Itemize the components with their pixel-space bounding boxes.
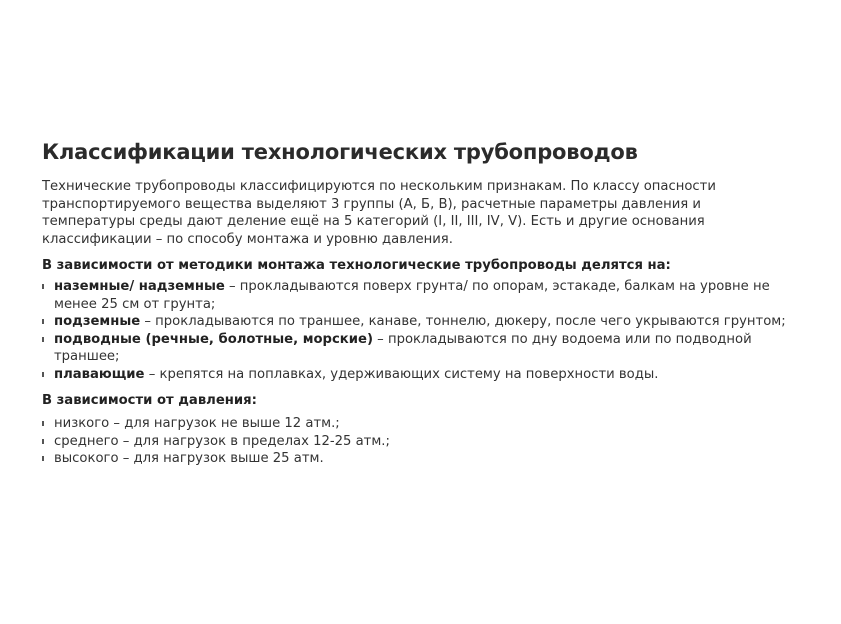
list-item-desc: – прокладываются по дну водоема или по подводной траншее; <box>54 331 752 365</box>
article-title: Классификации технологических трубопроводов <box>42 140 638 164</box>
list-item-desc: – прокладываются поверх грунта/ по опорам, эстакаде, балкам на уровне не менее 25 см от грунта; <box>54 279 770 312</box>
list-item-desc: – прокладываются по траншее, канаве, тоннелю, дюкеру, после чего укрываются грунтом; <box>140 314 786 330</box>
list-item <box>42 278 802 313</box>
list-item <box>42 366 802 384</box>
list-item <box>42 313 802 331</box>
list-item: высокого – для нагрузок выше 25 атм. <box>42 450 802 468</box>
mounting-list <box>42 278 802 383</box>
list-item-desc: – крепятся на поплавках, удерживающих систему на поверхности воды. <box>144 366 659 382</box>
list-item: среднего – для нагрузок в пределах 12-25 атм.; <box>42 433 802 451</box>
pressure-heading: В зависимости от давления: <box>42 393 257 409</box>
mounting-heading: В зависимости от методики монтажа технологические трубопроводы делятся на: <box>42 258 671 274</box>
intro-paragraph: Технические трубопроводы классифицируются по нескольким признакам. По классу опасности транспортируемого вещества выделяют 3 группы (А, Б, В), расчетные параметры давления и температуры среды дают деление ещё на 5 категорий (I, II, III, IV, V). Есть и другие основания классификации – по способу монтажа и уровню давления. <box>42 179 716 247</box>
list-item-term: плавающие <box>54 366 145 382</box>
list-item-term: наземные/ надземные <box>54 279 225 295</box>
pressure-list <box>42 415 802 468</box>
list-item: низкого – для нагрузок не выше 12 атм.; <box>42 415 802 433</box>
list-item-term: подводные (речные, болотные, морские) <box>54 331 373 347</box>
article <box>42 138 802 468</box>
list-item-term: подземные <box>54 314 141 330</box>
list-item <box>42 331 802 366</box>
